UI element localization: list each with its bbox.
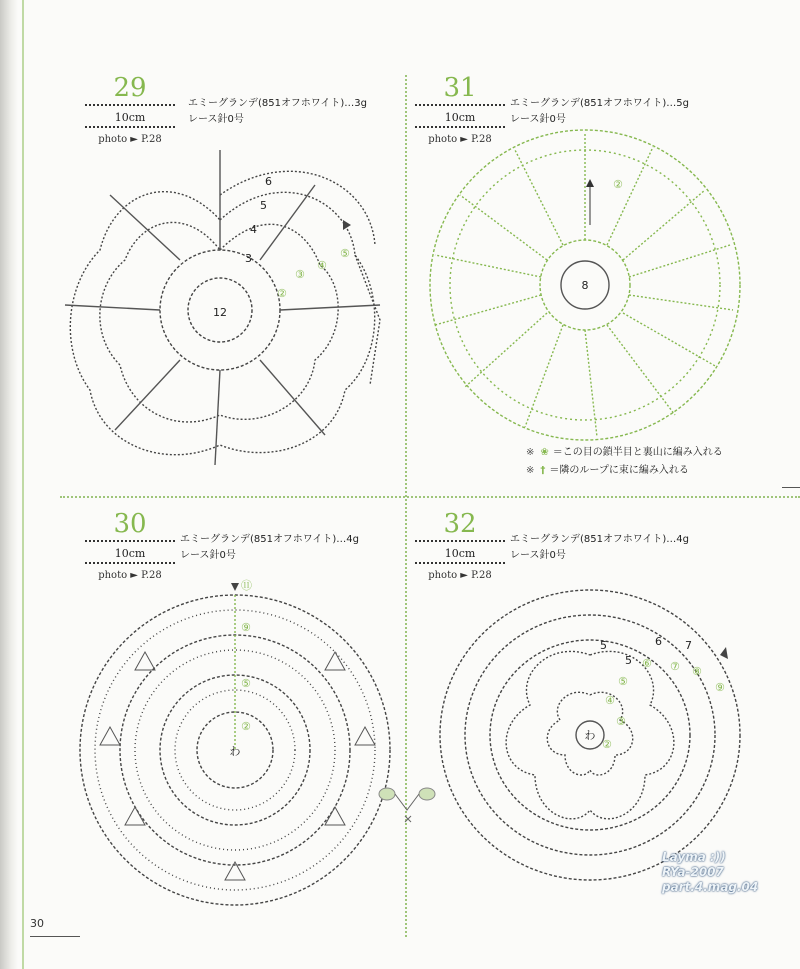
yarn-label: エミーグランデ(851オフホワイト)…4g — [510, 534, 689, 545]
round-label: ② — [602, 738, 612, 751]
note-row — [526, 462, 723, 480]
signature-line: part.4.mag.04 — [662, 880, 759, 894]
pattern-number: 30 — [113, 509, 147, 539]
photo-reference: photo ► P.28 — [98, 570, 162, 581]
size-label: 10cm — [114, 547, 146, 560]
round-label: ③ — [616, 715, 626, 728]
section-32-header — [415, 510, 505, 582]
hook-label: レース針0号 — [510, 550, 566, 561]
pattern-number: 32 — [443, 509, 477, 539]
round-label: ⑧ — [692, 665, 702, 678]
pattern-number: 31 — [443, 73, 477, 103]
chain-symbol-icon: ❀ — [540, 447, 549, 458]
yarn-label: エミーグランデ(851オフホワイト)…4g — [180, 534, 359, 545]
hook-label: レース針0号 — [510, 114, 566, 125]
bead-decoration-icon — [375, 780, 445, 830]
hook-label: レース針0号 — [180, 550, 236, 561]
section-30-header — [85, 510, 175, 582]
round-label: 7 — [685, 639, 692, 652]
round-label: ③ — [295, 268, 305, 281]
round-label: ⑤ — [618, 675, 628, 688]
round-label: ④ — [605, 694, 615, 707]
dotted-rule — [415, 104, 505, 109]
section-29-header — [85, 74, 175, 146]
dotted-rule — [85, 104, 175, 109]
round-label: ⑨ — [241, 621, 251, 634]
page-number: 30 — [30, 917, 44, 930]
round-label: 5 — [625, 654, 632, 667]
yarn-label: エミーグランデ(851オフホワイト)…5g — [510, 98, 689, 109]
note-text: ＝この目の鎖半目と裏山に編み入れる — [552, 447, 723, 458]
round-label: 5 — [260, 199, 267, 212]
margin-mark — [782, 487, 800, 488]
section-29-chart — [55, 145, 395, 485]
round-label: ⑨ — [715, 681, 725, 694]
signature-line: RYa-2007 — [662, 865, 724, 879]
signature-line: Layma :)) — [662, 850, 726, 864]
section-32-materials — [510, 532, 689, 564]
page-binding-shadow — [0, 0, 18, 969]
section-30-materials — [180, 532, 359, 564]
round-label: ② — [277, 287, 287, 300]
page-number-rule — [30, 936, 80, 937]
photo-reference: photo ► P.28 — [428, 134, 492, 145]
center-label: わ — [229, 745, 241, 758]
round-label: 5 — [600, 639, 607, 652]
round-label: ② — [613, 178, 623, 191]
round-label: ④ — [317, 259, 327, 272]
round-label: 3 — [245, 252, 252, 265]
size-label: 10cm — [114, 111, 146, 124]
photo-reference: photo ► P.28 — [428, 570, 492, 581]
size-label: 10cm — [444, 547, 476, 560]
size-label: 10cm — [444, 111, 476, 124]
section-31-chart — [425, 125, 755, 450]
section-32-chart — [430, 585, 750, 885]
center-label: わ — [584, 729, 596, 742]
round-label: ⑪ — [241, 579, 252, 592]
round-label: ⑥ — [642, 657, 652, 670]
dotted-rule — [85, 540, 175, 545]
yarn-label: エミーグランデ(851オフホワイト)…3g — [188, 98, 367, 109]
note-marker: ※ — [526, 465, 535, 476]
dotted-rule — [85, 126, 175, 131]
hook-label: レース針0号 — [188, 114, 244, 125]
section-31-materials — [510, 96, 689, 128]
signature-watermark — [662, 850, 758, 895]
symbol-notes — [526, 444, 723, 480]
round-label: 6 — [265, 175, 272, 188]
round-label: ② — [241, 720, 251, 733]
note-row — [526, 444, 723, 462]
round-label: ⑦ — [670, 660, 680, 673]
round-label: ⑤ — [340, 247, 350, 260]
double-crochet-symbol-icon: † — [540, 465, 546, 476]
center-label: 12 — [213, 306, 227, 319]
page-edge-line — [22, 0, 24, 969]
dotted-rule — [415, 540, 505, 545]
round-label: 4 — [250, 223, 257, 236]
note-text: ＝隣のループに束に編み入れる — [549, 465, 689, 476]
pattern-number: 29 — [113, 73, 147, 103]
section-30-chart — [75, 575, 405, 915]
dotted-rule — [85, 562, 175, 567]
round-label: ⑤ — [241, 677, 251, 690]
photo-reference: photo ► P.28 — [98, 134, 162, 145]
horizontal-divider — [60, 496, 800, 498]
round-label: 6 — [655, 635, 662, 648]
center-label: 8 — [581, 279, 589, 292]
dotted-rule — [415, 562, 505, 567]
note-marker: ※ — [526, 447, 535, 458]
section-29-materials — [188, 96, 367, 128]
